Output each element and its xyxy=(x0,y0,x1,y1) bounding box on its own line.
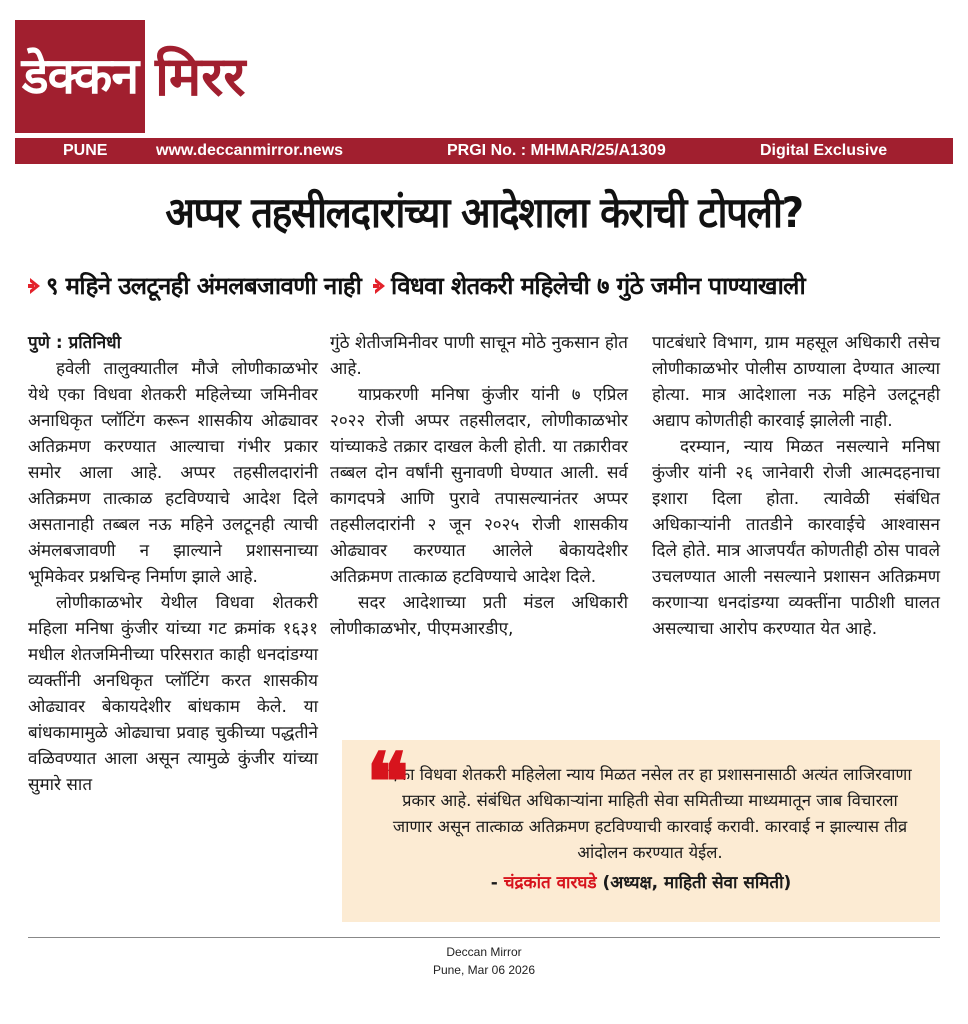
paragraph: पाटबंधारे विभाग, ग्राम महसूल अधिकारी तसेच लोणीकाळभोर पोलीस ठाण्याला देण्यात आल्या होत्या. मात्र आदेशाला नऊ महिने उलटूनही अद्याप कोणतीही कारवाई झालेली नाही. xyxy=(652,333,940,431)
quote-speaker-role: (अध्यक्ष, माहिती सेवा समिती) xyxy=(596,873,792,893)
masthead xyxy=(15,20,953,133)
quote-speaker-name: चंद्रकांत वारघडे xyxy=(503,873,597,893)
paragraph: गुंठे शेतीजमिनीवर पाणी साचून मोठे नुकसान होत आहे. xyxy=(330,333,628,379)
quote-dash: - xyxy=(490,873,504,893)
info-strip xyxy=(15,138,953,164)
logo-box xyxy=(15,20,145,133)
article-column-3 xyxy=(652,330,940,642)
article-headline: अप्पर तहसीलदारांच्या आदेशाला केराची टोपली? xyxy=(165,188,803,237)
logo-word-deccan: डेक्कन xyxy=(21,47,139,105)
strip-website-link[interactable]: www.deccanmirror.news xyxy=(156,142,344,159)
footer-place-date: Pune, Mar 06 2026 xyxy=(432,963,536,977)
paragraph: सदर आदेशाच्या प्रती मंडल अधिकारी लोणीकाळभोर, पीएमआरडीए, xyxy=(330,593,628,639)
red-arrow-icon xyxy=(373,268,387,288)
quote-text: एका विधवा शेतकरी महिलेला न्याय मिळत नसेल तर हा प्रशासनासाठी अत्यंत लाजिरवाणा प्रकार आहे. संबंधित अधिकाऱ्यांना माहिती सेवा समितीच्या माध्यमातून जाब विचारला जाणार असून तात्काळ अतिक्रमण हटविण्याची कारवाई करावी. कारवाई न झाल्यास तीव्र आंदोलन करण्यात येईल. xyxy=(388,765,912,862)
paragraph: हवेली तालुक्यातील मौजे लोणीकाळभोर येथे एका विधवा शेतकरी महिलेच्या जमिनीवर अनाधिकृत प्लॉटिंग करून शासकीय ओढ्यावर अतिक्रमण करण्यात आल्याचा गंभीर प्रकार समोर आला आहे. अप्पर तहसीलदारांनी अतिक्रमण तात्काळ हटविण्याचे आदेश दिले असतानाही तब्बल नऊ महिने उलटूनही त्याची अंमलबजावणी न झाल्याने प्रशासनाच्या भूमिकेवर प्रश्नचिन्ह निर्माण झाले आहे. xyxy=(28,359,318,587)
quote-mark-icon: ❝ xyxy=(366,735,410,829)
footer-publication: Deccan Mirror xyxy=(446,945,522,959)
byline: पुणे : प्रतिनिधी xyxy=(28,333,122,353)
paragraph: याप्रकरणी मनिषा कुंजीर यांनी ७ एप्रिल २०२२ रोजी अप्पर तहसीलदार, लोणीकाळभोर यांच्याकडे तक्रार दाखल केली होती. या तक्रारीवर तब्बल दोन वर्षांनी सुनावणी घेण्यात आली. सर्व कागदपत्रे आणि पुरावे तपासल्यानंतर अप्पर तहसीलदारांनी २ जून २०२५ रोजी शासकीय ओढ्यावर करण्यात आलेले बेकायदेशीर अतिक्रमण तात्काळ हटविण्याचे आदेश दिले. xyxy=(330,385,628,587)
footer xyxy=(0,943,968,979)
paragraph: लोणीकाळभोर येथील विधवा शेतकरी महिला मनिषा कुंजीर यांच्या गट क्रमांक १६३१ मधील शेतजमिनीच्या परिसरात काही धनदांडग्या व्यक्तींनी अनधिकृत प्लॉटिंग करत शासकीय ओढ्यावर बेकायदेशीर बांधकाम केले. या बांधकामामुळे ओढ्याचा प्रवाह चुकीच्या पद्धतीने वळिवण्यात आला असून त्यामुळे कुंजीर यांच्या सुमारे सात xyxy=(28,593,318,795)
article-column-1 xyxy=(28,330,318,798)
subhead-1: ९ महिने उलटूनही अंमलबजावणी नाही xyxy=(46,272,362,300)
strip-prgi-number: PRGI No. : MHMAR/25/A1309 xyxy=(447,142,666,159)
paragraph: दरम्यान, न्याय मिळत नसल्याने मनिषा कुंजीर यांनी २६ जानेवारी रोजी आत्मदहनाचा इशारा दिला होता. त्यावेळी संबंधित अधिकाऱ्यांनी तातडीने कारवाईचे आश्वासन दिले होते. मात्र आजपर्यंत कोणतीही ठोस पावले उचलण्यात आली नसल्याने प्रशासन अतिक्रमण करणाऱ्या धनदांडग्या व्यक्तींना पाठीशी घालत असल्याचा आरोप करण्यात येत आहे. xyxy=(652,437,940,639)
article-column-2 xyxy=(330,330,628,642)
red-arrow-icon xyxy=(28,268,42,288)
footer-divider xyxy=(28,937,940,938)
strip-edition: Digital Exclusive xyxy=(760,142,888,159)
article-subheads xyxy=(28,266,948,306)
logo-word-mirror: मिरर xyxy=(155,45,246,108)
strip-city: PUNE xyxy=(63,142,108,159)
subhead-2: विधवा शेतकरी महिलेची ७ गुंठे जमीन पाण्याखाली xyxy=(391,272,806,300)
quote-attribution xyxy=(362,870,920,896)
pull-quote xyxy=(342,735,940,922)
